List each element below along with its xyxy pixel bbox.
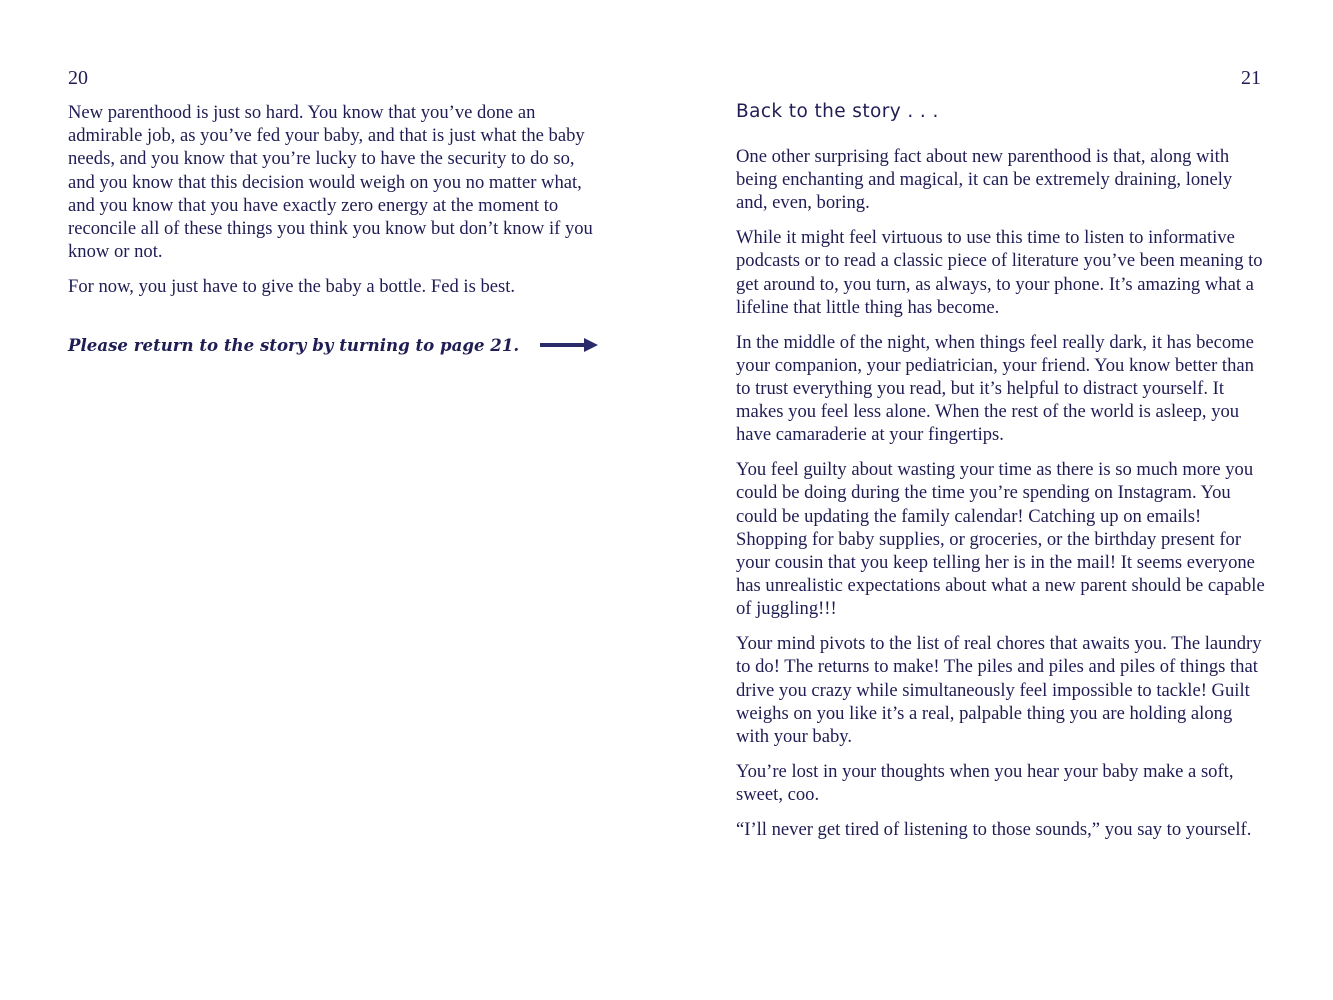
body-text (736, 145, 1266, 853)
paragraph: You’re lost in your thoughts when you hear your baby make a soft, sweet, coo. (736, 760, 1234, 806)
return-instruction (68, 333, 600, 357)
paragraph: “I’ll never get tired of listening to those sounds,” you say to yourself. (736, 818, 1252, 840)
right-page (666, 0, 1333, 1000)
paragraph: Your mind pivots to the list of real chores that awaits you. The laundry to do! The returns to make! The piles and piles and piles of things that drive you crazy while simultaneously feel impossible to tackle! Guilt weighs on you like it’s a real, palpable thing you are holding along with your baby. (736, 633, 1262, 748)
page-number: 20 (68, 67, 88, 89)
body-text (68, 101, 598, 310)
paragraph: One other surprising fact about new parenthood is that, along with being enchanting and magical, it can be extremely draining, lonely and, even, boring. (736, 146, 1233, 214)
paragraph: In the middle of the night, when things feel really dark, it has become your companion, your pediatrician, your friend. You know better than to trust everything you read, but it’s helpful to distract yourself. It makes you feel less alone. When the rest of the world is asleep, you have camaraderie at your fingertips. (736, 331, 1254, 446)
right-arrow-icon (540, 337, 600, 353)
section-heading: Back to the story . . . (736, 101, 939, 122)
paragraph: You feel guilty about wasting your time as there is so much more you could be doing during the time you’re spending on Instagram. You could be updating the family calendar! Catching up on emails! Shopping for baby supplies, or groceries, or the birthday present for your cousin that you keep telling her is in the mail! It seems everyone has unrealistic expectations about what a new parent should be capable of juggling!!! (736, 459, 1265, 620)
paragraph: For now, you just have to give the baby a bottle. Fed is best. (68, 276, 516, 298)
paragraph: New parenthood is just so hard. You know that you’ve done an admirable job, as you’ve fed your baby, and that is just what the baby needs, and you know that you’re lucky to have the security to do so, and you know that this decision would weigh on you no matter what, and you know that you have exactly zero energy at the moment to reconcile all of these things you think you know but don’t know if you know or not. (68, 102, 593, 263)
left-page (0, 0, 666, 1000)
return-instruction-text: Please return to the story by turning to page 21. (68, 335, 520, 355)
page-number: 21 (1241, 67, 1261, 89)
paragraph: While it might feel virtuous to use this time to listen to informative podcasts or to read a classic piece of literature you’ve been meaning to get around to, you turn, as always, to your phone. It’s amazing what a lifeline that little thing has become. (736, 227, 1263, 318)
